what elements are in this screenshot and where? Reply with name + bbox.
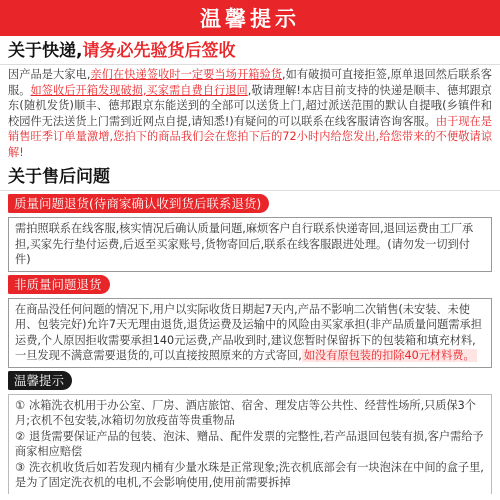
aftersale-heading: 关于售后问题 [0,162,500,191]
tips-tag: 温馨提示 [8,371,72,390]
express-text-e: ,敬请理解!本店目前支持的快递是顺丰、德邦跟京东(随机发货)顺丰、德邦跟京东能送到的全部可以送货上门,超过派送范围的默认自提哦(乡镇件和校园件无法送货上门需到近网点自提,请知悉!)有疑问的可以联系在线客服 [8,83,492,128]
tip-number: ③ [15,460,26,474]
quality-return-text: 需拍照联系在线客服,核实情况后确认质量问题,麻烦客户自行联系快递寄回,退回运费由工厂承担,买家先行垫付运费,后返至买家账号,货物寄回后,联系在线客服跟进处理。(请勿发一切到付件) [8,217,492,272]
express-heading [0,36,500,65]
nonquality-return-tag: 非质量问题退货 [8,275,110,294]
tip-number: ① [15,398,26,412]
nonquality-text-b: 如没有原包装的扣除40元材料费。 [303,349,475,362]
quality-return-tag [8,194,269,213]
banner-title: 温馨提示 [0,0,500,36]
quality-tag-note: (待商家确认收到货后联系退货) [89,196,262,211]
quality-tag-main: 质量问题退货 [14,196,90,211]
tip-item [15,398,485,429]
tip-text: 退货需要保证产品的包装、泡沫、赠品、配件发票的完整性,若产品退回包装有损,客户需给予商家相应赔偿 [15,429,484,458]
express-heading-red: 请务必先验货后签收 [82,41,236,61]
tip-text: 冰箱洗衣机用于办公室、厂房、酒店旅馆、宿舍、理发店等公共性、经营性场所,只质保3个月;衣机不包安装,冰箱切勿放疫苗等贵重物品 [15,398,476,427]
express-text-g: 由于现在是销售旺季订单量激增,您拍下的商品我们会在您拍下后的72小时内给您发出,给您带来的不便敬请谅解! [8,114,492,159]
express-text-c: ,如有破损可直接拒签,原单退回然后联系客服。 [8,68,492,97]
tips-list [8,394,492,494]
nonquality-text-a: 在商品没任何问题的情况下,用户以实际收货日期起7天内,产品不影响二次销售(未安装、未使用、包装完好)允许7天无理由退货,退货运费及运输中的风险由买家承担(非产品质量问题需承担运费,个人原因拒收需要承担140元运费,产品收到时,建议您暂时保留拆下的包装箱和填充材料,一旦发现不满意需要退货的,可以直接按照原来的方式寄回, [15,302,482,362]
express-heading-plain: 关于快递, [8,41,83,61]
express-text-b: 亲们在快递签收时一定要当场开箱验货 [90,68,283,81]
tip-item [15,429,485,460]
express-text-a: 因产品是大家电, [8,68,91,81]
express-text-f: 请咨询客服。 [368,114,436,128]
nonquality-return-text [8,298,492,368]
tip-item [15,460,485,491]
tip-number: ② [15,429,26,443]
tip-text: 洗衣机收货后如若发现内桶有少量水珠是正常现象;洗衣机底部会有一块泡沫在中间的盒子里,是为了固定洗衣机的电机,不会影响使用,使用前需要拆掉 [15,460,484,489]
express-text-d: 如签收后开箱发现破损,买家需自费自行退回 [30,83,248,97]
express-paragraph [0,65,500,162]
